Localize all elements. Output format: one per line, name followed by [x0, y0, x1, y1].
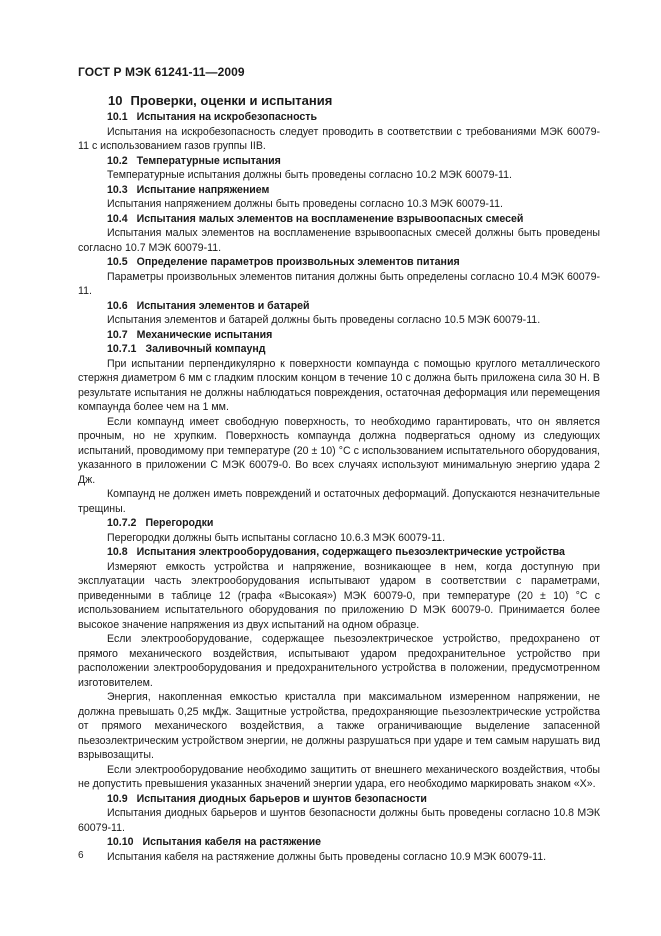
subsection-title: Испытания малых элементов на воспламенение взрывоопасных смесей: [136, 212, 524, 225]
subsection-10-3-heading: [78, 183, 600, 198]
section-title: Проверки, оценки и испытания: [130, 93, 333, 108]
paragraph: Измеряют емкость устройства и напряжение, возникающее в нем, когда доступную при эксплуатации часть электрооборудования испытывают ударом в соответствии с параметрами, приведенными в таблице 12 (графа «Высокая») МЭК 60079-0, при температуре (20 ± 10) °C с использованием испытательного оборудования по приложению D МЭК 60079-0. Принимается более высокое значение напряжения из двух испытаний на одном образце.: [78, 560, 600, 631]
paragraph: Испытания на искробезопасность следует проводить в соответствии с требованиями МЭК 60079-11 с использованием газов группы IIB.: [78, 125, 600, 152]
subsection-number: 10.3: [107, 183, 128, 196]
document-code-header: ГОСТ Р МЭК 61241-11—2009: [78, 65, 245, 79]
subsection-number: 10.8: [107, 546, 128, 558]
subsection-10-4-heading: [78, 212, 600, 227]
subsection-10-10-heading: [78, 835, 600, 850]
subsection-10-8-heading: [78, 545, 600, 560]
paragraph: Энергия, накопленная емкостью кристалла при максимальном измеренном напряжении, не должна превышать 0,25 мкДж. Защитные устройства, предохраняющие пьезоэлектрические устройства от прямого механического воздействия, а также ограничивающие выделение запасенной пьезоэлектрическим устройством энергии, не должны разрушаться при ударе и тем самым нарушать вид взрывозащиты.: [78, 691, 600, 761]
paragraph: Если компаунд имеет свободную поверхность, то необходимо гарантировать, что он является прочным, но не хрупким. Поверхность компаунда должна подвергаться одному из следующих испытаний, проводимому при температуре (20 ± 10) °C с использованием испытательного оборудования, указанного в приложении С МЭК 60079-0. Во всех случаях используют минимальную энергию удара 2 Дж.: [78, 415, 600, 486]
paragraph: Испытания кабеля на растяжение должны быть проведены согласно 10.9 МЭК 60079-11.: [107, 850, 547, 863]
paragraph: Испытания диодных барьеров и шунтов безопасности должны быть проведены согласно 10.8 МЭК 60079-11.: [78, 807, 600, 834]
paragraph: Если электрооборудование необходимо защитить от внешнего механического воздействия, чтобы не допустить превышения указанных значений энергии удара, его необходимо маркировать знаком «X».: [78, 763, 600, 790]
page-body: [78, 92, 600, 864]
subsection-title: Температурные испытания: [136, 154, 281, 167]
subsection-title: Перегородки: [145, 517, 214, 529]
subsection-number: 10.7.2: [107, 517, 137, 529]
subsection-number: 10.4: [107, 212, 128, 225]
subsection-title: Испытание напряжением: [136, 183, 270, 196]
subsection-title: Заливочный компаунд: [145, 343, 266, 355]
paragraph: При испытании перпендикулярно к поверхности компаунда с помощью круглого металлического стержня диаметром 6 мм с гладким плоским концом в течение 10 с должна быть приложена сила 30 Н. В результате испытания не должны наблюдаться повреждения, остаточная деформация или перемещения компаунда более чем на 1 мм.: [78, 357, 600, 413]
subsection-number: 10.2: [107, 154, 128, 167]
section-number: 10: [108, 93, 123, 108]
paragraph: Испытания элементов и батарей должны быть проведены согласно 10.5 МЭК 60079-11.: [107, 314, 541, 326]
subsection-title: Испытания кабеля на растяжение: [142, 836, 321, 848]
subsection-title: Испытания электрооборудования, содержащего пьезоэлектрические устройства: [136, 546, 565, 558]
subsection-number: 10.6: [107, 299, 128, 312]
paragraph: Если электрооборудование, содержащее пьезоэлектрическое устройство, предохранено от прямого механического воздействия, испытывают ударом предохранительное устройство при расположении электрооборудования и предохранительного устройства в положении, предусмотренном изготовителем.: [78, 633, 600, 689]
paragraph: Температурные испытания должны быть проведены согласно 10.2 МЭК 60079-11.: [107, 169, 512, 181]
subsection-10-7-heading: [78, 328, 600, 343]
subsection-title: Испытания на искробезопасность: [136, 111, 317, 123]
subsection-number: 10.10: [107, 836, 134, 848]
subsection-number: 10.5: [107, 256, 128, 268]
subsection-number: 10.1: [107, 111, 128, 123]
subsection-10-7-1-heading: [78, 342, 600, 357]
paragraph: Испытания малых элементов на воспламенение взрывоопасных смесей должны быть проведены согласно 10.7 МЭК 60079-11.: [78, 227, 600, 254]
subsection-number: 10.9: [107, 792, 128, 805]
subsection-10-9-heading: [78, 792, 600, 807]
page-number: 6: [78, 850, 84, 861]
subsection-10-1-heading: [78, 110, 600, 125]
subsection-10-5-heading: [78, 255, 600, 270]
subsection-title: Определение параметров произвольных элементов питания: [136, 256, 460, 268]
subsection-title: Испытания элементов и батарей: [136, 299, 310, 312]
subsection-10-6-heading: [78, 299, 600, 314]
subsection-number: 10.7: [107, 328, 128, 341]
subsection-10-2-heading: [78, 154, 600, 169]
paragraph: Компаунд не должен иметь повреждений и остаточных деформаций. Допускаются незначительные трещины.: [78, 488, 600, 515]
subsection-number: 10.7.1: [107, 343, 137, 355]
subsection-10-7-2-heading: [78, 516, 600, 531]
paragraph: Испытания напряжением должны быть проведены согласно 10.3 МЭК 60079-11.: [107, 198, 503, 210]
section-10-heading: [78, 92, 600, 110]
subsection-title: Механические испытания: [136, 328, 273, 341]
paragraph: Перегородки должны быть испытаны согласно 10.6.3 МЭК 60079-11.: [107, 531, 446, 544]
paragraph: Параметры произвольных элементов питания должны быть определены согласно 10.4 МЭК 60079-11.: [78, 270, 600, 297]
subsection-title: Испытания диодных барьеров и шунтов безопасности: [136, 792, 427, 805]
